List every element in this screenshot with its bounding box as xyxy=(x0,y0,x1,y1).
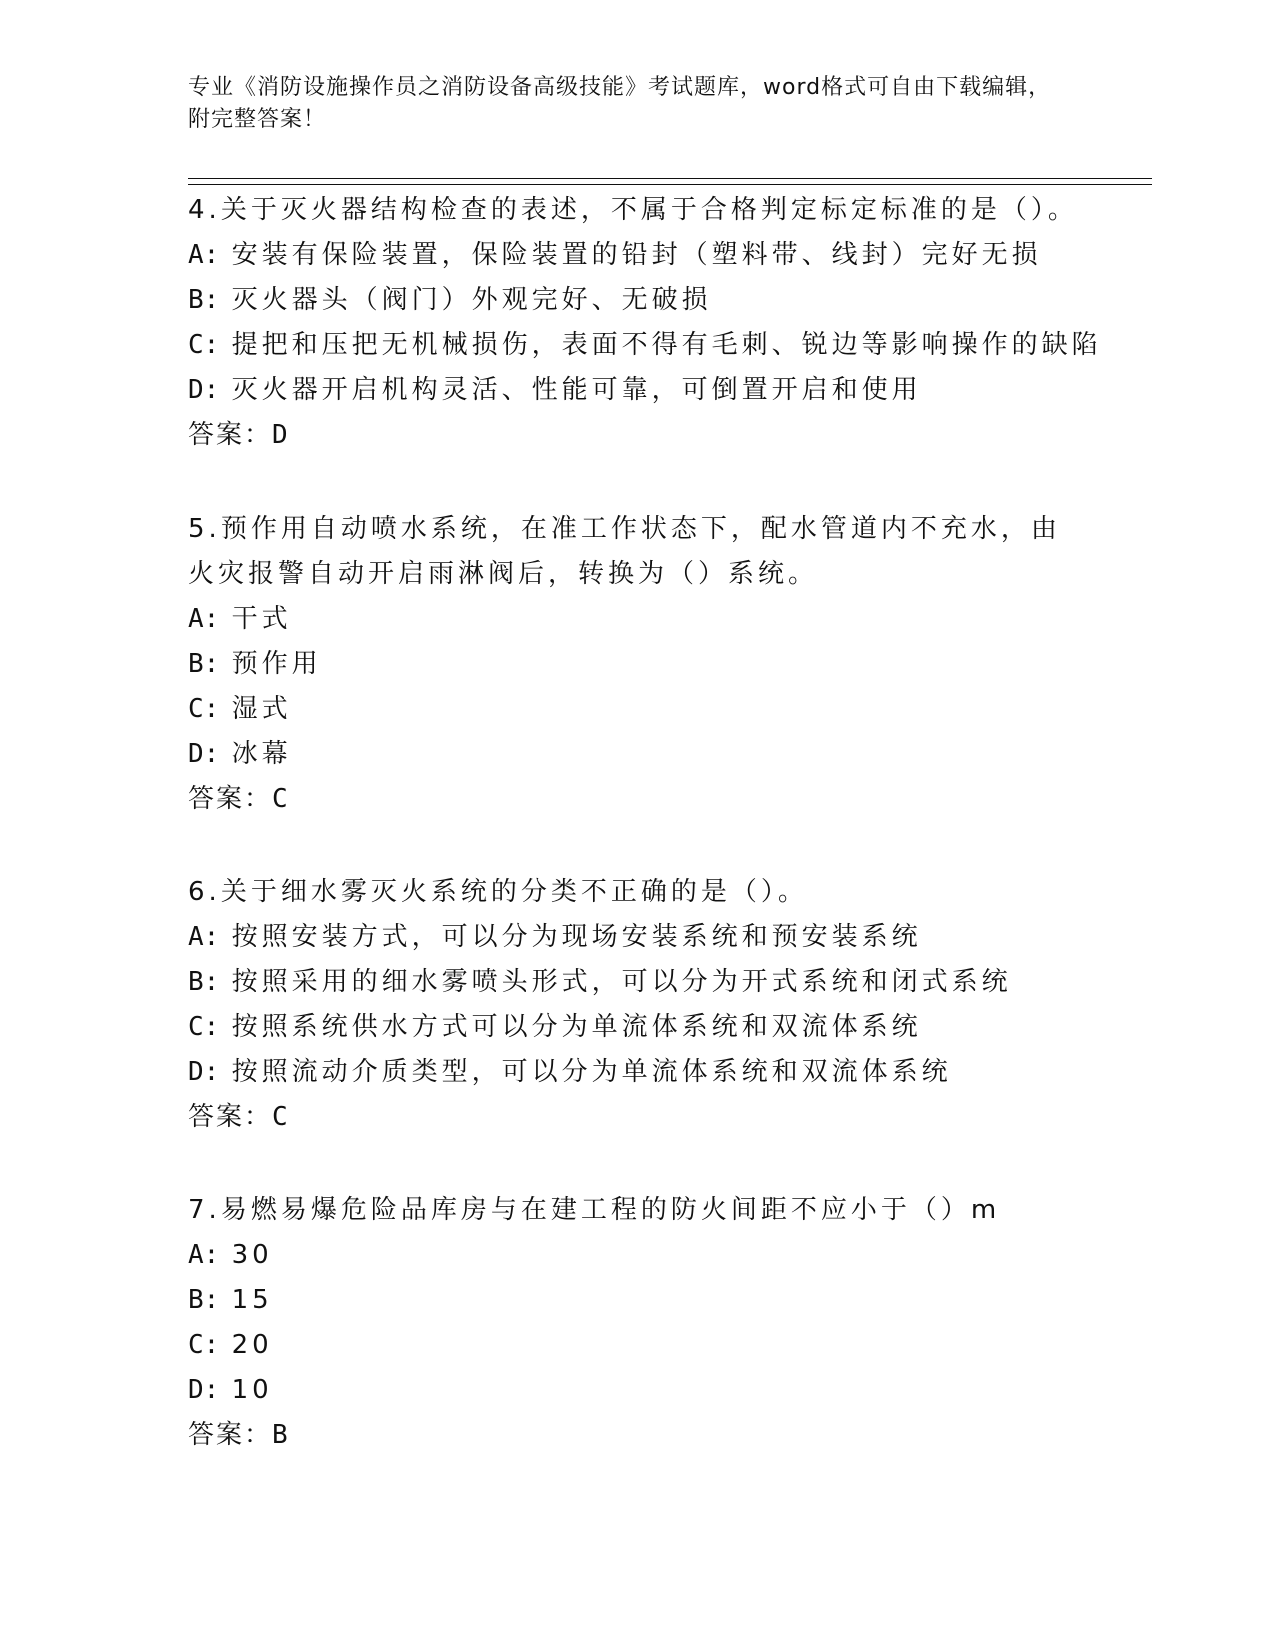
answer-line xyxy=(188,777,1088,822)
option-letter: A: xyxy=(188,240,220,270)
option-letter: A: xyxy=(188,1240,220,1270)
option-d xyxy=(188,732,1088,777)
document-intro: 专业《消防设施操作员之消防设备高级技能》考试题库，word格式可自由下载编辑，附完整答案！ xyxy=(188,75,1052,132)
option-letter: A: xyxy=(188,922,220,952)
option-text: 10 xyxy=(231,1375,273,1405)
answer-value: C xyxy=(272,1102,290,1132)
question-6 xyxy=(188,870,1088,1140)
header-divider-bottom xyxy=(188,184,1152,185)
question-text: 易燃易爆危险品库房与在建工程的防火间距不应小于（）m xyxy=(220,1195,1001,1225)
answer-line xyxy=(188,1413,1088,1458)
question-text: 关于细水雾灭火系统的分类不正确的是（）。 xyxy=(220,877,808,907)
question-stem xyxy=(188,1188,1088,1233)
answer-line xyxy=(188,413,1088,458)
option-text: 提把和压把无机械损伤，表面不得有毛刺、锐边等影响操作的缺陷 xyxy=(231,330,1102,360)
answer-label: 答案： xyxy=(188,784,273,814)
question-number: 6. xyxy=(188,877,221,907)
option-text: 按照安装方式，可以分为现场安装系统和预安装系统 xyxy=(231,922,922,952)
answer-value: B xyxy=(272,1420,290,1450)
option-text: 按照采用的细水雾喷头形式，可以分为开式系统和闭式系统 xyxy=(231,967,1012,997)
option-a xyxy=(188,233,1088,278)
option-text: 冰幕 xyxy=(231,739,292,769)
option-text: 按照系统供水方式可以分为单流体系统和双流体系统 xyxy=(231,1012,922,1042)
option-text: 按照流动介质类型，可以分为单流体系统和双流体系统 xyxy=(231,1057,952,1087)
option-letter: C: xyxy=(188,1012,220,1042)
option-c xyxy=(188,687,1088,732)
option-letter: D: xyxy=(188,1057,220,1087)
option-d xyxy=(188,1050,1088,1095)
question-stem xyxy=(188,870,1088,915)
question-stem xyxy=(188,188,1088,233)
option-text: 安装有保险装置，保险装置的铅封（塑料带、线封）完好无损 xyxy=(231,240,1042,270)
question-text: 关于灭火器结构检查的表述，不属于合格判定标定标准的是（）。 xyxy=(220,195,1078,225)
option-a xyxy=(188,1233,1088,1278)
option-text: 湿式 xyxy=(231,694,292,724)
option-b xyxy=(188,642,1088,687)
option-letter: D: xyxy=(188,1375,220,1405)
option-a xyxy=(188,915,1088,960)
option-c xyxy=(188,1005,1088,1050)
option-letter: B: xyxy=(188,285,220,315)
option-c xyxy=(188,323,1102,368)
option-letter: D: xyxy=(188,375,220,405)
option-letter: D: xyxy=(188,739,220,769)
option-letter: B: xyxy=(188,967,220,997)
option-text: 20 xyxy=(231,1330,273,1360)
option-text: 预作用 xyxy=(231,649,322,679)
answer-value: C xyxy=(272,784,290,814)
question-number: 4. xyxy=(188,195,221,225)
option-text: 灭火器开启机构灵活、性能可靠，可倒置开启和使用 xyxy=(231,375,922,405)
question-7 xyxy=(188,1188,1088,1458)
option-text: 30 xyxy=(231,1240,273,1270)
question-number: 5. xyxy=(188,514,221,544)
answer-label: 答案： xyxy=(188,420,273,450)
question-number: 7. xyxy=(188,1195,221,1225)
answer-label: 答案： xyxy=(188,1102,273,1132)
option-text: 灭火器头（阀门）外观完好、无破损 xyxy=(231,285,712,315)
option-letter: B: xyxy=(188,1285,220,1315)
option-letter: C: xyxy=(188,330,220,360)
option-letter: C: xyxy=(188,1330,220,1360)
option-d xyxy=(188,368,1088,413)
option-b xyxy=(188,960,1088,1005)
option-a xyxy=(188,597,1088,642)
header-divider-top xyxy=(188,178,1152,179)
question-5 xyxy=(188,507,1088,822)
option-text: 干式 xyxy=(231,604,292,634)
answer-label: 答案： xyxy=(188,1420,273,1450)
answer-line xyxy=(188,1095,1088,1140)
option-c xyxy=(188,1323,1088,1368)
option-letter: B: xyxy=(188,649,220,679)
option-b xyxy=(188,1278,1088,1323)
option-b xyxy=(188,278,1088,323)
question-text: 预作用自动喷水系统，在准工作状态下，配水管道内不充水，由火灾报警自动开启雨淋阀后，转换为（）系统。 xyxy=(188,514,1061,589)
option-letter: A: xyxy=(188,604,220,634)
option-d xyxy=(188,1368,1088,1413)
question-stem xyxy=(188,507,1088,597)
question-4 xyxy=(188,188,1102,458)
option-letter: C: xyxy=(188,694,220,724)
answer-value: D xyxy=(272,420,290,450)
option-text: 15 xyxy=(231,1285,273,1315)
